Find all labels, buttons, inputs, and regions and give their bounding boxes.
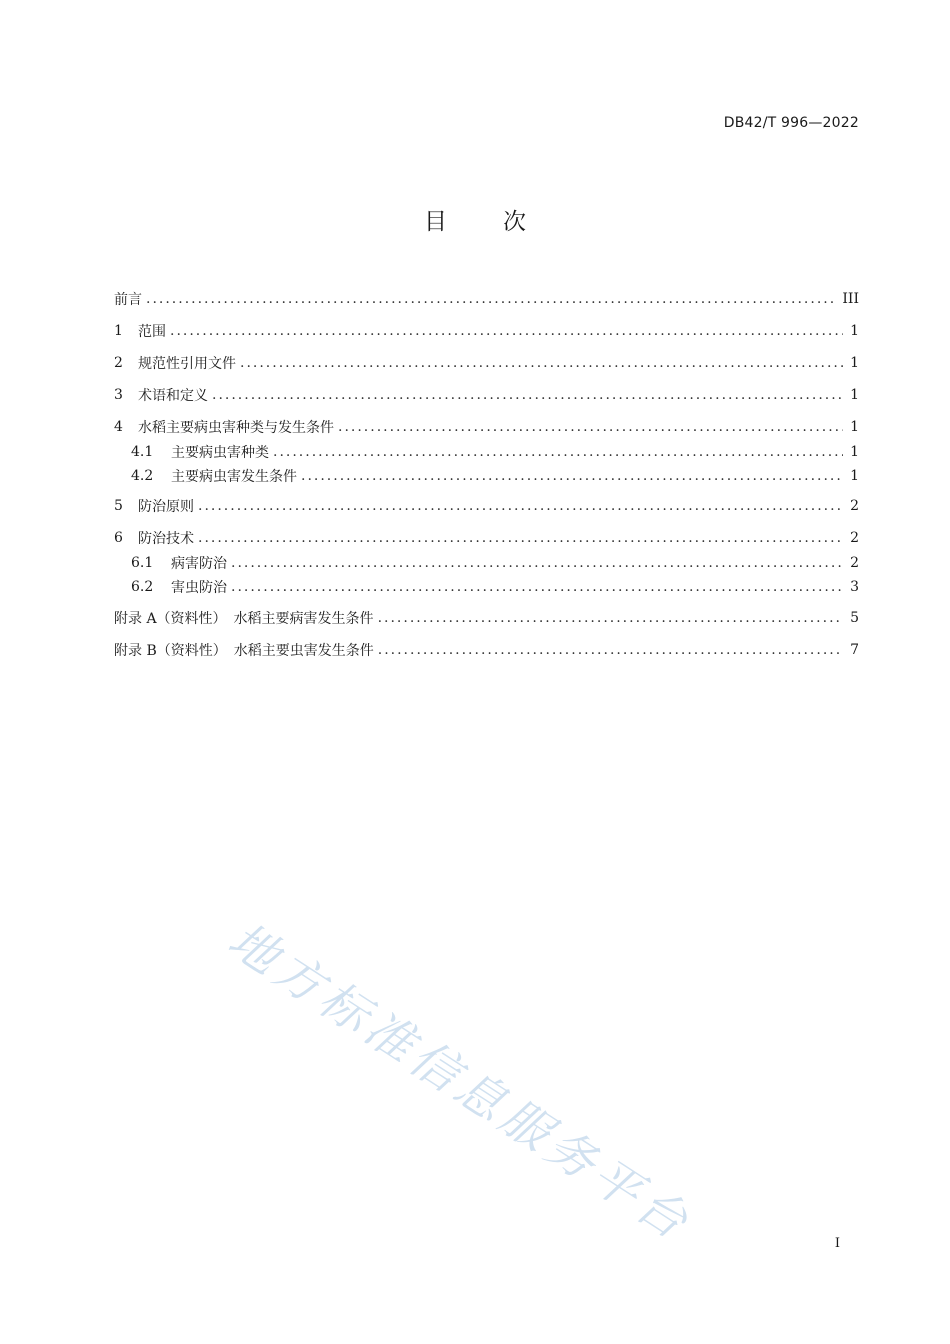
toc-entry-number: 5 bbox=[114, 498, 123, 514]
toc-entry-label: 病害防治 bbox=[171, 556, 227, 572]
toc-entry-number: 1 bbox=[114, 323, 123, 339]
toc-entry-page: 1 bbox=[850, 468, 859, 484]
toc-entry-label: 范围 bbox=[138, 324, 166, 340]
toc-entry-page: 7 bbox=[850, 642, 859, 658]
toc-leader-dots bbox=[273, 443, 843, 461]
toc-leader-dots bbox=[212, 386, 843, 404]
toc-entry-3[interactable] bbox=[114, 384, 859, 406]
title-part-2: 次 bbox=[503, 209, 526, 235]
toc-entry-page: 1 bbox=[850, 444, 859, 460]
toc-entry-label: 主要病虫害发生条件 bbox=[171, 469, 297, 485]
toc-entry-number: 6 bbox=[114, 530, 123, 546]
toc-entry-page: 2 bbox=[850, 555, 859, 571]
toc-entry-foreword[interactable] bbox=[114, 288, 859, 310]
toc-entry-number: 2 bbox=[114, 355, 123, 371]
toc-entry-label: 主要病虫害种类 bbox=[171, 445, 269, 461]
toc-entry-4-1[interactable] bbox=[131, 441, 859, 463]
toc-entry-2[interactable] bbox=[114, 352, 859, 374]
toc-entry-label: 附录 A（资料性） 水稻主要病害发生条件 bbox=[114, 611, 374, 627]
toc-entry-number: 6.1 bbox=[131, 555, 154, 571]
toc-entry-number: 4.1 bbox=[131, 444, 154, 460]
page-number: I bbox=[834, 1236, 840, 1251]
toc-entry-4-2[interactable] bbox=[131, 465, 859, 487]
toc-entry-page: 1 bbox=[850, 419, 859, 435]
toc-leader-dots bbox=[338, 418, 843, 436]
toc-entry-appendix-b[interactable] bbox=[114, 639, 859, 661]
toc-entry-page: 1 bbox=[850, 323, 859, 339]
toc-entry-page: 2 bbox=[850, 530, 859, 546]
toc-leader-dots bbox=[170, 322, 843, 340]
toc-entry-page: 1 bbox=[850, 387, 859, 403]
toc-leader-dots bbox=[378, 609, 843, 627]
toc-entry-label: 附录 B（资料性） 水稻主要虫害发生条件 bbox=[114, 643, 374, 659]
toc-entry-6-2[interactable] bbox=[131, 576, 859, 598]
toc-leader-dots bbox=[146, 290, 836, 308]
toc-leader-dots bbox=[198, 497, 843, 515]
toc-entry-number: 6.2 bbox=[131, 579, 154, 595]
toc-entry-page: 1 bbox=[850, 355, 859, 371]
toc-entry-number: 3 bbox=[114, 387, 123, 403]
toc-leader-dots bbox=[231, 554, 843, 572]
document-code: DB42/T 996—2022 bbox=[723, 115, 859, 131]
toc-entry-6[interactable] bbox=[114, 527, 859, 549]
toc-entry-page: 3 bbox=[850, 579, 859, 595]
toc-entry-page: 5 bbox=[850, 610, 859, 626]
toc-entry-page: 2 bbox=[850, 498, 859, 514]
toc-entry-label: 害虫防治 bbox=[171, 580, 227, 596]
toc-entry-6-1[interactable] bbox=[131, 552, 859, 574]
toc-leader-dots bbox=[231, 578, 843, 596]
toc-entry-5[interactable] bbox=[114, 495, 859, 517]
toc-leader-dots bbox=[198, 529, 843, 547]
toc-entry-page: III bbox=[842, 291, 859, 307]
toc-leader-dots bbox=[240, 354, 843, 372]
toc-entry-4[interactable] bbox=[114, 416, 859, 438]
title-part-1: 目 bbox=[424, 209, 447, 235]
toc-entry-label: 水稻主要病虫害种类与发生条件 bbox=[138, 420, 334, 436]
toc-entry-label: 规范性引用文件 bbox=[138, 356, 236, 372]
toc-entry-1[interactable] bbox=[114, 320, 859, 342]
toc-entry-label: 术语和定义 bbox=[138, 388, 208, 404]
toc-entry-number: 4 bbox=[114, 419, 123, 435]
toc-entry-label: 防治原则 bbox=[138, 499, 194, 515]
toc-entry-number: 4.2 bbox=[131, 468, 154, 484]
page-title bbox=[0, 203, 950, 236]
toc-entry-label: 防治技术 bbox=[138, 531, 194, 547]
toc-entry-label: 前言 bbox=[114, 292, 142, 308]
toc-leader-dots bbox=[301, 467, 843, 485]
toc-leader-dots bbox=[378, 641, 843, 659]
toc-entry-appendix-a[interactable] bbox=[114, 607, 859, 629]
watermark: 地方标准信息服务平台 bbox=[218, 911, 702, 1253]
